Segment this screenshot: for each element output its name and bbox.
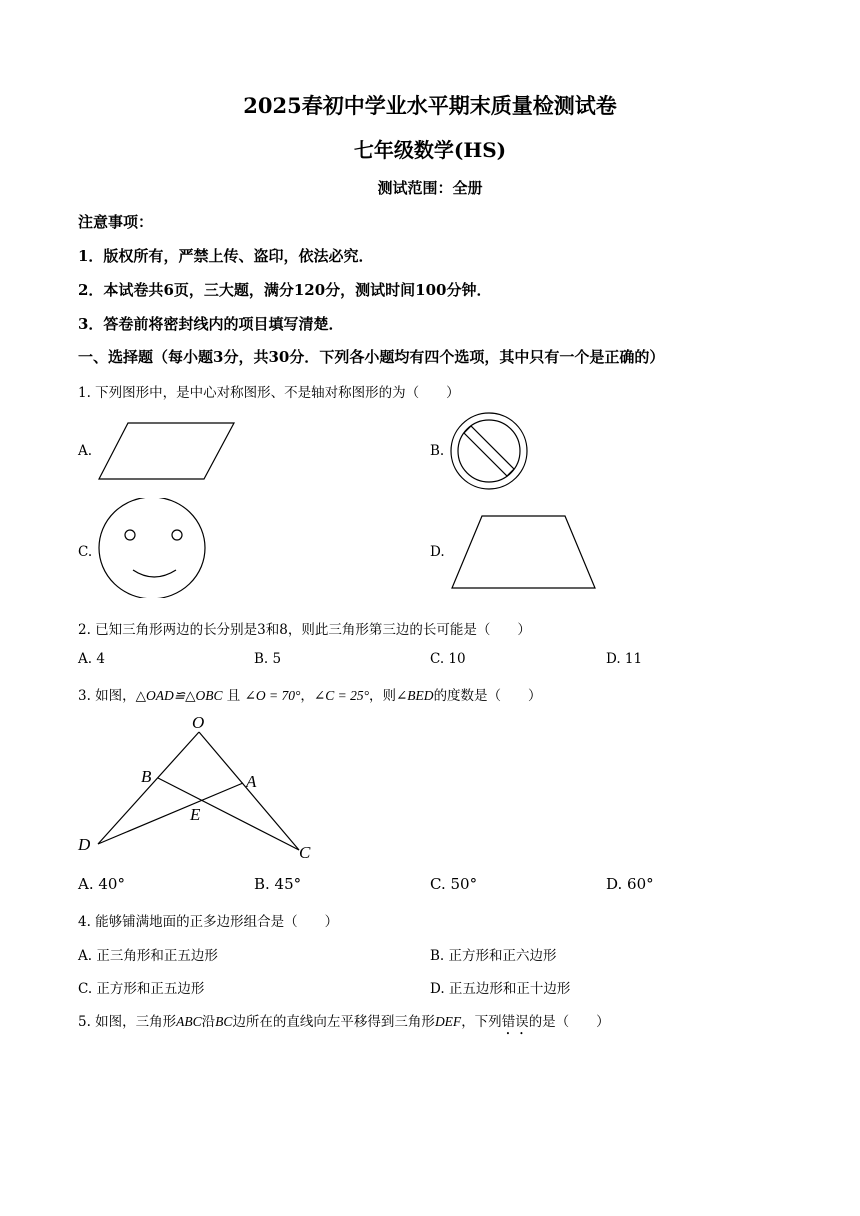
exam-subtitle: 七年级数学(HS)	[353, 138, 507, 162]
notice-item-1: 1．版权所有，严禁上传、盗印，依法必究．	[78, 247, 374, 265]
q1-stem: 1. 下列图形中，是中心对称图形、不是轴对称图形的为（ ）	[78, 385, 460, 401]
parallelogram-icon	[96, 418, 238, 484]
label-d: D	[78, 835, 91, 854]
label-b: B	[141, 767, 152, 786]
smiley-face-icon	[96, 498, 208, 598]
q4-stem: 4. 能够铺满地面的正多边形组合是（ ）	[78, 914, 339, 930]
label-e: E	[190, 805, 201, 824]
trapezoid-icon	[448, 512, 600, 592]
q2-stem: 2. 已知三角形两边的长分别是3和8，则此三角形第三边的长可能是（ ）	[78, 622, 531, 638]
q3-option-b: B. 45°	[254, 875, 302, 893]
q1-option-d-label: D.	[430, 544, 445, 560]
exam-scope: 测试范围：全册	[377, 179, 483, 197]
q3-angle-o: ∠O = 70°	[244, 688, 301, 703]
q3-option-a: A. 40°	[78, 875, 125, 893]
exam-title: 2025春初中学业水平期末质量检测试卷	[243, 93, 617, 118]
q4-option-c: C. 正方形和正五边形	[78, 981, 205, 997]
q2-option-b: B. 5	[254, 651, 282, 667]
q3-option-c: C. 50°	[430, 875, 478, 893]
q1-option-b-label: B.	[430, 443, 445, 459]
q3-stem: 3. 如图，△OAD≌△OBC 且 ∠O = 70°，∠C = 25°，则∠BED的度数是（ ）	[78, 688, 542, 704]
q4-option-a: A. 正三角形和正五边形	[78, 948, 218, 964]
q3-angle-bed: ∠BED	[396, 688, 434, 703]
q5-stem: 5. 如图，三角形ABC沿BC边所在的直线向左平移得到三角形DEF，下列错误的是（ ）	[78, 1014, 610, 1030]
section-heading: 一、选择题（每小题3分，共30分．下列各小题均有四个选项，其中只有一个是正确的）	[78, 348, 665, 366]
q3-option-d: D. 60°	[606, 875, 654, 893]
notice-heading: 注意事项：	[78, 213, 154, 231]
q3-triangle-figure	[74, 710, 324, 865]
q1-option-c-label: C.	[78, 544, 93, 560]
no-sign-icon	[448, 410, 530, 492]
notice-item-3: 3．答卷前将密封线内的项目填写清楚．	[78, 315, 344, 333]
q5-emphasis: 错误	[501, 1014, 529, 1030]
label-o: O	[192, 713, 205, 732]
q4-option-d: D. 正五边形和正十边形	[430, 981, 571, 997]
label-c: C	[299, 843, 311, 862]
q3-congruence: △OAD≌△OBC	[135, 688, 223, 703]
q2-option-d: D. 11	[606, 651, 643, 667]
notice-item-2: 2．本试卷共6页，三大题，满分120分，测试时间100分钟．	[78, 281, 492, 299]
q3-angle-c: ∠C = 25°	[313, 688, 369, 703]
q2-option-a: A. 4	[78, 651, 105, 667]
q2-option-c: C. 10	[430, 651, 466, 667]
q1-option-a-label: A.	[78, 443, 93, 459]
label-a: A	[246, 772, 257, 791]
q4-option-b: B. 正方形和正六边形	[430, 948, 557, 964]
